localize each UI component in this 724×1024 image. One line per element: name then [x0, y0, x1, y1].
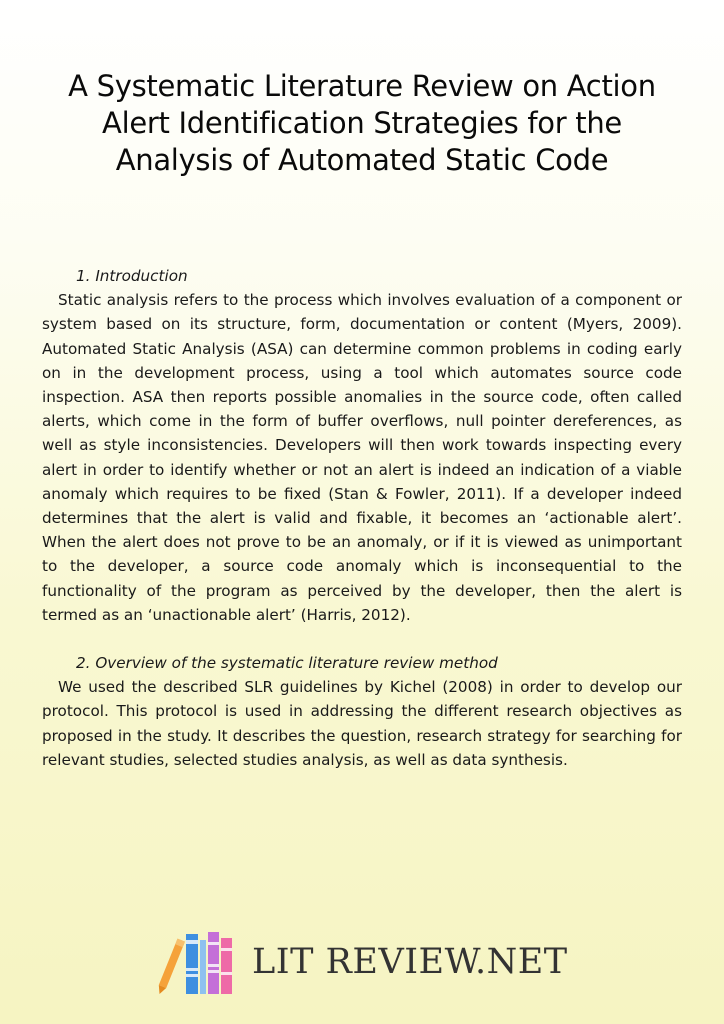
section-heading-introduction: 1. Introduction	[76, 267, 188, 285]
title-line-3: Analysis of Automated Static Code	[115, 143, 609, 177]
title-line-2: Alert Identification Strategies for the	[102, 106, 622, 140]
section-body-overview: We used the described SLR guidelines by Kichel (2008) in order to develop our protocol. This protocol is used in addressing the different research objectives as proposed in the study. It describes the question, research strategy for searching for relevant studies, selected studies analysis, as well as data synthesis.	[42, 678, 682, 769]
brand-name: LIT REVIEW.NET	[252, 942, 568, 982]
section-body-introduction: Static analysis refers to the process which involves evaluation of a component or system based on its structure, form, documentation or content (Myers, 2009). Automated Static Analysis (ASA) can determine common problems in coding early on in the development process, using a tool which automates source code inspection. ASA then reports possible anomalies in the source code, often called alerts, which come in the form of buffer overflows, null pointer dereferences, as well as style inconsistencies. Developers will then work towards inspecting every alert in order to identify whether or not an alert is indeed an indication of a viable anomaly which requires to be fixed (Stan & Fowler, 2011). If a developer indeed determines that the alert is valid and fixable, it becomes an ‘actionable alert’. When the alert does not prove to be an anomaly, or if it is viewed as unimportant to the developer, a source code anomaly which is inconsequential to the functionality of the program as perceived by the developer, then the alert is termed as an ‘unactionable alert’ (Harris, 2012).	[42, 291, 682, 624]
books-pencil-icon	[156, 928, 246, 998]
title-line-1: A Systematic Literature Review on Action	[68, 69, 656, 103]
section-heading-overview: 2. Overview of the systematic literature review method	[76, 654, 498, 673]
document-title	[40, 68, 684, 179]
brand-logo	[156, 928, 576, 998]
document-body	[42, 264, 682, 772]
